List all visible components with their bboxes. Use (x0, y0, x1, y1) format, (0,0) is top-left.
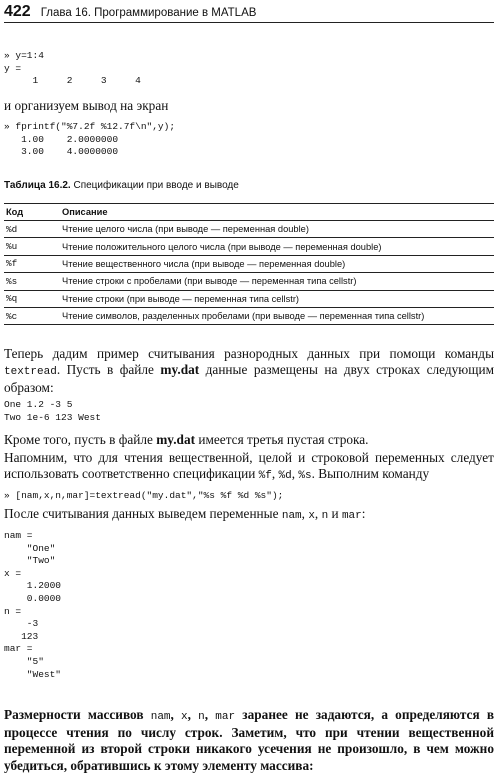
page-header (4, 0, 494, 23)
spec-code: %q (4, 290, 60, 307)
spec-description: Чтение вещественного числа (при выводе — переменная double) (60, 255, 494, 272)
column-header-code: Код (4, 204, 60, 221)
code-block-textread: » [nam,x,n,mar]=textread("my.dat","%s %f %d %s"); (4, 490, 284, 501)
code-block-range: » y=1:4 y = 1 2 3 4 (4, 50, 141, 87)
table-header-row (4, 204, 494, 221)
chapter-title: Глава 16. Программирование в MATLAB (40, 7, 257, 19)
table-row (4, 255, 494, 272)
spec-code: %c (4, 307, 60, 324)
table-row (4, 238, 494, 255)
code-block-fprintf: » fprintf("%7.2f %12.7f\n",y); 1.00 2.0000000 3.00 4.0000000 (4, 121, 176, 158)
table-row (4, 221, 494, 238)
spec-description: Чтение символов, разделенных пробелами (при выводе — переменная типа cellstr) (60, 307, 494, 324)
paragraph-empty-line: Кроме того, пусть в файле my.dat имеется третья пустая строка. (4, 432, 369, 447)
spec-description: Чтение строки с пробелами (при выводе — переменная типа cellstr) (60, 273, 494, 290)
table-row (4, 290, 494, 307)
spec-description: Чтение целого числа (при выводе — переменная double) (60, 221, 494, 238)
page-number: 422 (4, 3, 31, 20)
spec-code: %f (4, 255, 60, 272)
paragraph-array-dimensions: Размерности массивов nam, x, n, mar заранее не задаются, а определяются в процессе чтения по числу строк. Заметим, что при чтении вещественной переменной из второй строки никакого усечения не произошло, в чем можно убедиться, обратившись к этому элементу массива: (4, 707, 495, 773)
spec-description: Чтение положительного целого числа (при выводе — переменная double) (60, 238, 494, 255)
paragraph-specs-reminder: Напомним, что для чтения вещественной, целой и строковой переменных следует использовать соответственно спецификации %f, %d, %s. Выполним команду (4, 450, 494, 483)
paragraph-after-reading: После считывания данных выведем переменные nam, x, n и mar: (4, 506, 366, 522)
column-header-description: Описание (60, 204, 494, 221)
table-caption (4, 180, 239, 192)
table-row (4, 307, 494, 324)
spec-description: Чтение строки (при выводе — переменная типа cellstr) (60, 290, 494, 307)
code-block-variables-output: nam = "One" "Two" x = 1.2000 0.0000 n = -3 123 mar = "5" "West" (4, 530, 62, 680)
spec-code: %d (4, 221, 60, 238)
table-row (4, 273, 494, 290)
paragraph-output: и организуем вывод на экран (4, 98, 169, 113)
spec-table (4, 203, 494, 325)
spec-code: %u (4, 238, 60, 255)
table-caption-number: Таблица 16.2. (4, 180, 71, 191)
spec-code: %s (4, 273, 60, 290)
paragraph-textread-intro: Теперь дадим пример считывания разнородных данных при помощи команды textread. Пусть в файле my.dat данные размещены на двух строках следующим образом: (4, 346, 494, 396)
table-caption-text: Спецификации при вводе и выводе (70, 180, 239, 191)
code-block-file-contents: One 1.2 -3 5 Two 1e-6 123 West (4, 399, 101, 423)
